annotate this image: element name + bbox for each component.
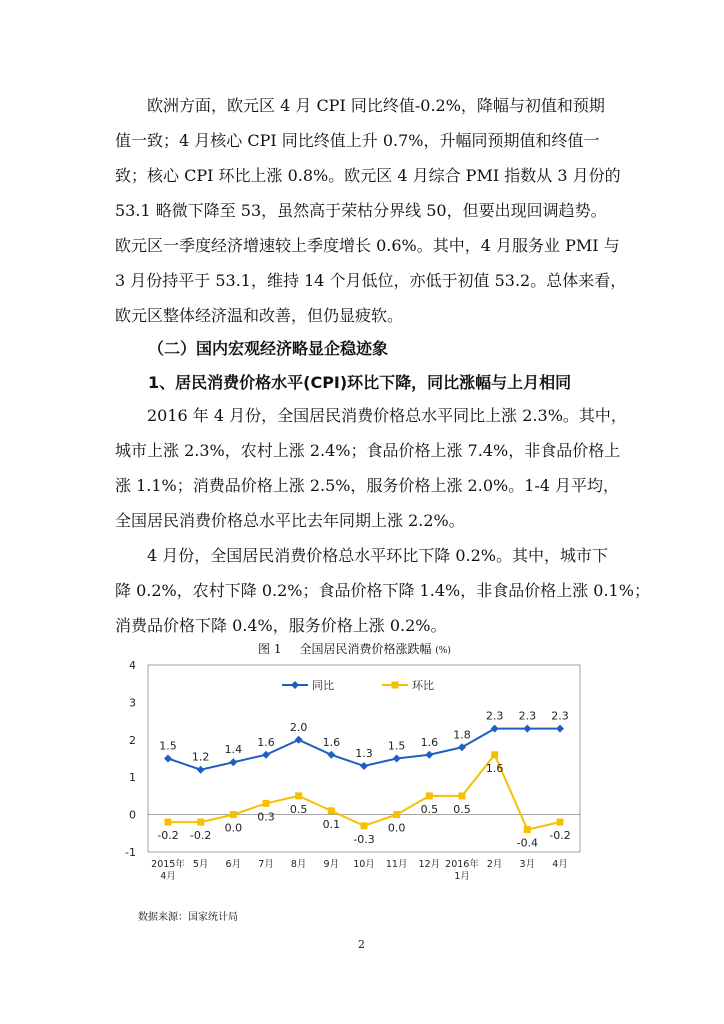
data-point — [230, 811, 237, 818]
data-point — [197, 766, 205, 774]
data-source: 数据来源：国家统计局 — [138, 912, 238, 923]
data-point — [164, 755, 172, 763]
figure-label: 图 1 — [258, 642, 282, 656]
y-tick-label: 2 — [129, 733, 136, 747]
cpi-yoy-paragraph — [115, 398, 627, 538]
data-label: 0.0 — [224, 821, 243, 835]
x-tick-label: 9月 — [323, 859, 340, 870]
data-label: 1.4 — [224, 743, 243, 757]
data-label: -0.2 — [157, 829, 179, 843]
data-point — [295, 736, 303, 744]
legend-marker — [392, 682, 399, 689]
data-label: 1.3 — [355, 746, 373, 760]
x-tick-label: 2015年 — [151, 859, 185, 870]
data-label: -0.3 — [353, 832, 375, 846]
text-line: 降 0.2%，农村下降 0.2%；食品价格下降 1.4%，非食品价格上涨 0.1%； — [115, 581, 650, 600]
legend-marker — [291, 681, 299, 689]
x-tick-label: 11月 — [385, 859, 408, 870]
y-tick-label: 3 — [129, 696, 136, 710]
page-number: 2 — [358, 938, 365, 951]
y-tick-label: 0 — [129, 808, 136, 822]
data-point — [557, 819, 564, 826]
data-label: 1.5 — [159, 739, 177, 753]
text-line: 值一致；4 月核心 CPI 同比终值上升 0.7%，升幅同预期值和终值一 — [115, 131, 600, 150]
y-tick-label: 1 — [129, 771, 136, 785]
x-tick-label: 8月 — [290, 859, 307, 870]
data-label: 0.5 — [453, 802, 471, 816]
data-point — [426, 792, 433, 799]
text-line: 53.1 略微下降至 53，虽然高于荣枯分界线 50，但要出现回调趋势。 — [115, 201, 607, 220]
data-label: -0.4 — [516, 836, 539, 850]
data-label: -0.2 — [549, 829, 571, 843]
y-tick-label: 4 — [129, 659, 136, 672]
x-tick-label: 10月 — [353, 859, 375, 870]
data-label: 0.1 — [322, 817, 341, 831]
text-line: 4 月份，全国居民消费价格总水平环比下降 0.2%。其中，城市下 — [147, 546, 609, 565]
data-point — [360, 762, 368, 770]
text-line: 欧元区整体经济温和改善，但仍显疲软。 — [115, 306, 404, 325]
x-tick-label: 4月 — [160, 871, 176, 882]
data-label: 0.0 — [387, 821, 406, 835]
data-point — [295, 792, 302, 799]
x-tick-label: 6月 — [225, 859, 242, 870]
text-line: 3 月份持平于 53.1，维持 14 个月低位，亦低于初值 53.2。总体来看， — [115, 271, 627, 290]
data-point — [165, 819, 172, 826]
text-line: 2016 年 4 月份，全国居民消费价格总水平同比上涨 2.3%。其中， — [147, 406, 627, 425]
x-tick-label: 7月 — [258, 859, 274, 870]
x-tick-label: 2016年 — [445, 859, 479, 870]
data-label: 0.3 — [257, 810, 275, 824]
data-label: 1.8 — [453, 728, 471, 742]
figure-title: 全国居民消费价格涨跌幅 — [299, 642, 432, 656]
data-point — [425, 751, 433, 759]
data-label: 1.6 — [322, 735, 341, 749]
data-label: 2.3 — [518, 709, 537, 723]
data-point — [263, 800, 270, 807]
data-label: -0.2 — [189, 829, 212, 843]
data-point — [523, 725, 531, 733]
legend-label: 环比 — [412, 679, 434, 692]
data-label: 2.0 — [289, 720, 308, 734]
data-label: 1.6 — [420, 735, 439, 749]
data-label: 2.3 — [551, 709, 569, 723]
x-tick-label: 2月 — [486, 859, 503, 870]
data-point — [361, 822, 368, 829]
text-line: 涨 1.1%；消费品价格上涨 2.5%，服务价格上涨 2.0%。1-4 月平均， — [115, 476, 620, 495]
data-point — [327, 751, 335, 759]
data-point — [524, 826, 531, 833]
data-point — [491, 751, 498, 758]
data-point — [491, 725, 499, 733]
data-point — [393, 755, 401, 763]
text-line: 城市上涨 2.3%，农村上涨 2.4%；食品价格上涨 7.4%，非食品价格上 — [115, 441, 621, 460]
data-point — [229, 758, 237, 766]
data-label: 0.5 — [289, 802, 308, 816]
data-point — [458, 743, 466, 751]
text-line: 欧洲方面，欧元区 4 月 CPI 同比终值-0.2%，降幅与初值和预期 — [147, 96, 605, 115]
data-point — [197, 819, 204, 826]
cpi-line-chart — [112, 655, 592, 890]
section-heading: （二）国内宏观经济略显企稳迹象 — [148, 339, 389, 358]
data-label: 1.6 — [485, 761, 504, 775]
data-label: 2.3 — [485, 709, 504, 723]
data-point — [262, 751, 270, 759]
data-label: 0.5 — [420, 802, 439, 816]
data-label: 1.5 — [387, 739, 406, 753]
x-tick-label: 1月 — [454, 871, 470, 882]
data-label: 1.2 — [191, 750, 210, 764]
legend-label: 同比 — [312, 679, 334, 692]
data-label: 1.6 — [257, 735, 275, 749]
figure-unit: (%) — [435, 646, 451, 656]
text-line: 欧元区一季度经济增速较上季度增长 0.6%。其中，4 月服务业 PMI 与 — [115, 236, 620, 255]
subsection-heading: 1、居民消费价格水平(CPI)环比下降，同比涨幅与上月相同 — [148, 373, 572, 392]
x-tick-label: 12月 — [418, 859, 441, 870]
y-tick-label: -1 — [125, 846, 136, 859]
data-point — [459, 792, 466, 799]
x-tick-label: 3月 — [519, 859, 536, 870]
x-tick-label: 4月 — [552, 859, 568, 870]
text-line: 消费品价格下降 0.4%，服务价格上涨 0.2%。 — [115, 616, 447, 635]
text-line: 致；核心 CPI 环比上涨 0.8%。欧元区 4 月综合 PMI 指数从 3 月份的 — [115, 166, 621, 185]
euro-paragraph — [115, 88, 627, 333]
x-tick-label: 5月 — [192, 859, 209, 870]
cpi-mom-paragraph — [115, 538, 650, 643]
data-point — [328, 807, 335, 814]
text-line: 全国居民消费价格总水平比去年同期上涨 2.2%。 — [115, 511, 465, 530]
data-point — [556, 725, 564, 733]
data-point — [393, 811, 400, 818]
